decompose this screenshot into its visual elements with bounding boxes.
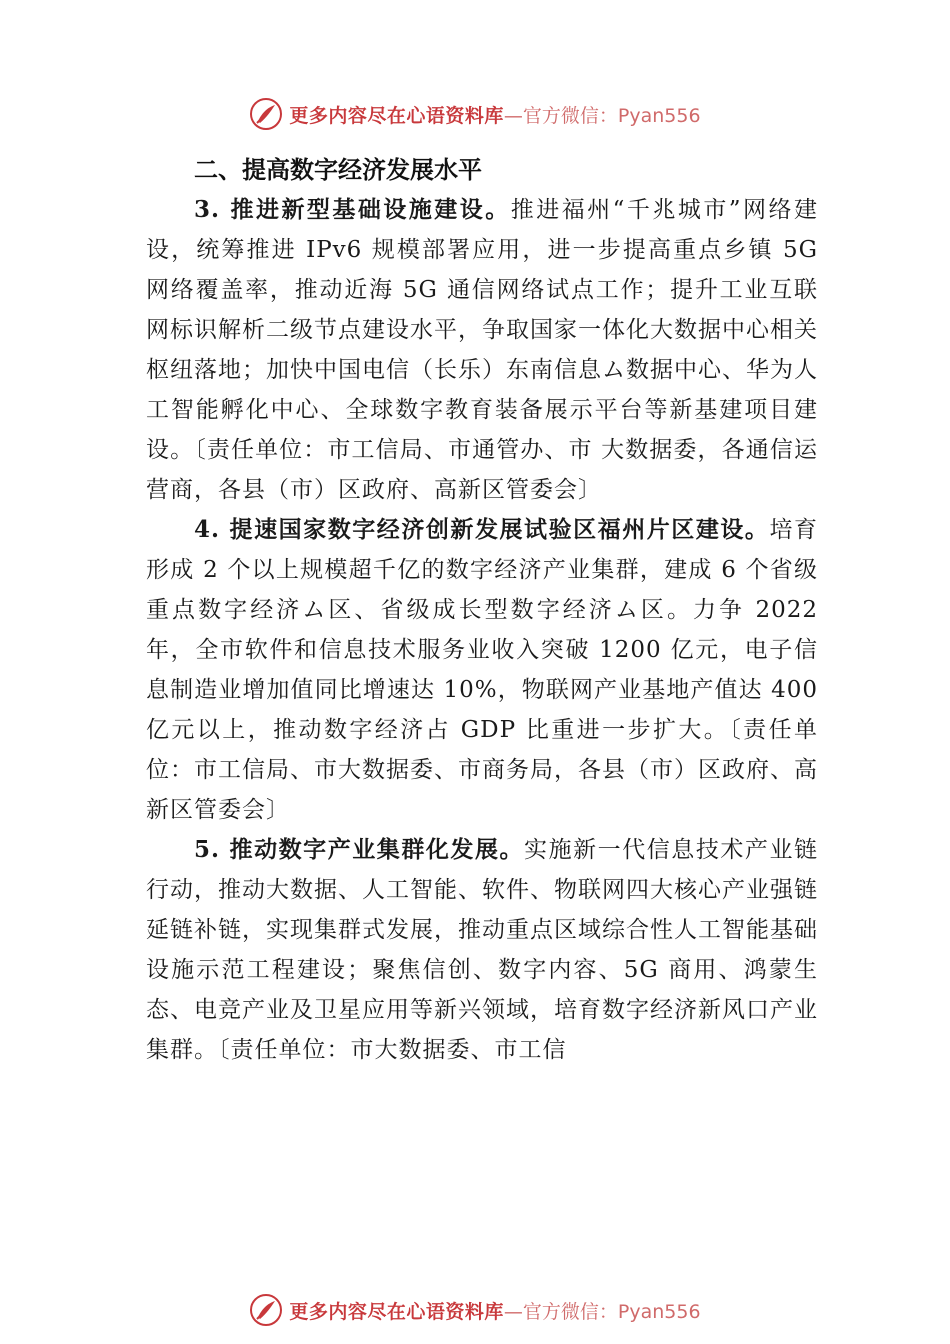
paragraph-5-body: 实施新一代信息技术产业链行动，推动大数据、人工智能、软件、物联网四大核心产业强链延链补链，实现集群式发展，推动重点区域综合性人工智能基础设施示范工程建设；聚焦信创、数字内容、5G 商用、鸿蒙生态、电竞产业及卫星应用等新兴领域，培育数字经济新风口产业集群。〔责任单位：市大数据委、市工信	[146, 837, 818, 1063]
watermark-banner-top	[0, 94, 950, 134]
brand-logo-icon	[249, 97, 283, 131]
paragraph-5-lead: 5. 推动数字产业集群化发展。	[194, 836, 525, 863]
brand-logo-icon	[249, 1293, 283, 1327]
watermark-main-text: 更多内容尽在心语资料库	[289, 1300, 504, 1323]
document-body	[146, 150, 818, 1070]
section-heading: 二、提高数字经济发展水平	[194, 156, 482, 184]
watermark-sub-text: —官方微信：Pyan556	[503, 1300, 701, 1323]
paragraph-3	[146, 190, 818, 510]
paragraph-3-lead: 3. 推进新型基础设施建设。	[194, 196, 511, 223]
paragraph-3-body: 推进福州“千兆城市”网络建设，统筹推进 IPv6 规模部署应用，进一步提高重点乡镇 5G 网络覆盖率，推动近海 5G 通信网络试点工作；提升工业互联网标识解析二级节点建设水平，争取国家一体化大数据中心相关枢纽落地；加快中国电信（长乐）东南信息ム数据中心、华为人工智能孵化中心、全球数字教育装备展示平台等新基建项目建设。〔责任单位：市工信局、市通管办、市 大数据委，各通信运营商，各县（市）区政府、高新区管委会〕	[146, 197, 818, 503]
paragraph-4-lead: 4. 提速国家数字经济创新发展试验区福州片区建设。	[194, 516, 770, 543]
paragraph-4	[146, 510, 818, 830]
paragraph-5	[146, 830, 818, 1070]
watermark-sub-text: —官方微信：Pyan556	[503, 104, 701, 127]
paragraph-4-body: 培育形成 2 个以上规模超千亿的数字经济产业集群，建成 6 个省级重点数字经济ム区、省级成长型数字经济ム区。力争 2022 年，全市软件和信息技术服务业收入突破 1200 亿元，电子信息制造业增加值同比增速达 10%，物联网产业基地产值达 400 亿元以上，推动数字经济占 GDP 比重进一步扩大。〔责任单位：市工信局、市大数据委、市商务局，各县（市）区政府、高新区管委会〕	[146, 517, 818, 823]
watermark-banner-bottom	[0, 1290, 950, 1330]
watermark-main-text: 更多内容尽在心语资料库	[289, 104, 504, 127]
